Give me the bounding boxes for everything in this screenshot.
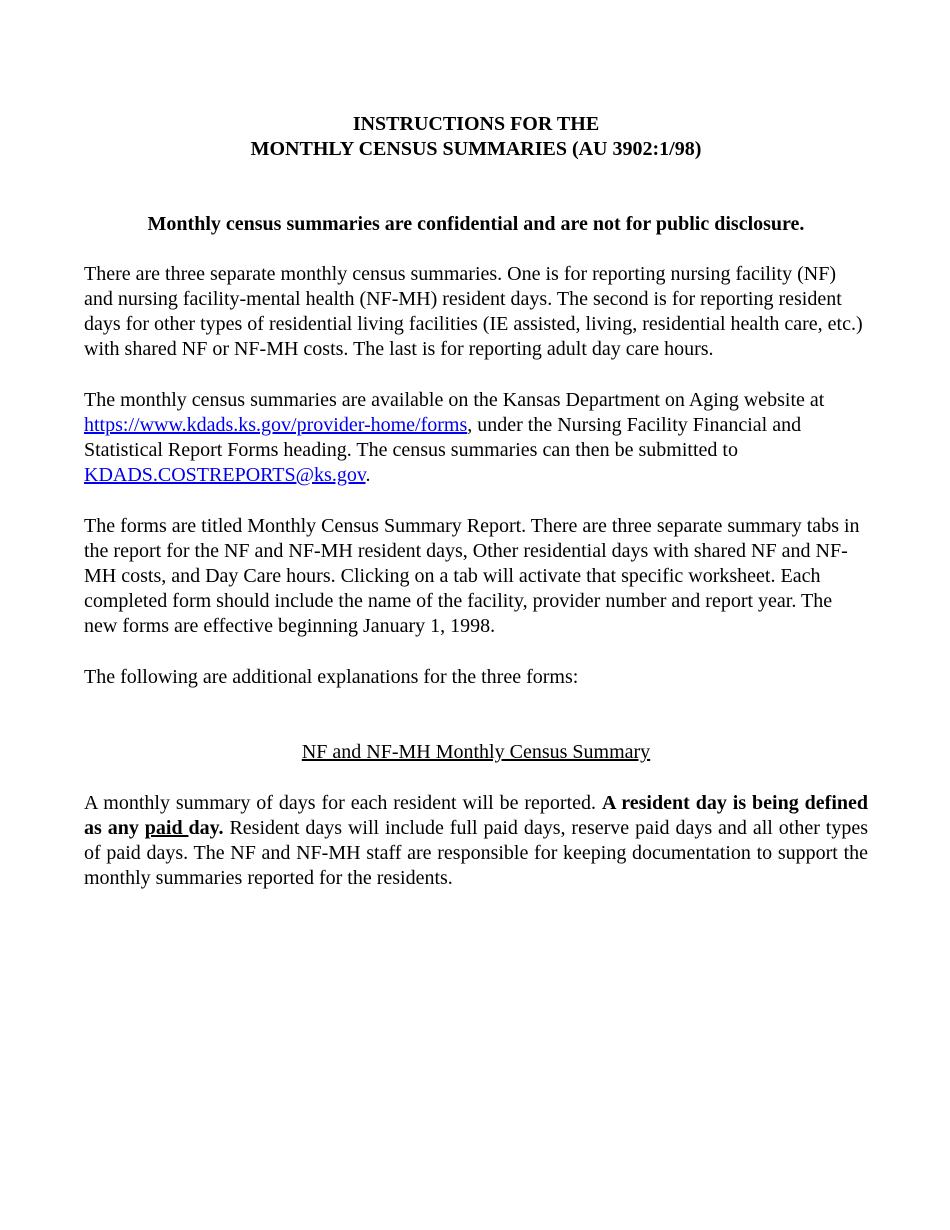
title-line-1: INSTRUCTIONS FOR THE bbox=[352, 113, 600, 135]
resident-day-text-end: Resident days will include full paid days, reserve paid days and all other types of paid days. The NF and NF-MH staff are responsible for keeping documentation to support the monthly summaries reported for the residents. bbox=[84, 817, 868, 889]
paragraph-overview: There are three separate monthly census summaries. One is for reporting nursing facility (NF) and nursing facility-mental health (NF-MH) resident days. The second is for reporting resident days for other types of residential living facilities (IE assisted, living, residential health care, etc.) with shared NF or NF-MH costs. The last is for reporting adult day care hours. bbox=[84, 263, 863, 360]
paragraph-resident-day bbox=[84, 791, 868, 891]
document-title bbox=[84, 112, 868, 162]
paragraph-forms: The forms are titled Monthly Census Summary Report. There are three separate summary tabs in the report for the NF and NF-MH resident days, Other residential days with shared NF and NF-MH costs, and Day Care hours. Clicking on a tab will activate that specific worksheet. Each completed form should include the name of the facility, provider number and report year. The new forms are effective beginning January 1, 1998. bbox=[84, 515, 860, 637]
document-page bbox=[84, 112, 868, 891]
availability-text-end: . bbox=[365, 464, 371, 486]
resident-day-definition-1: A resident day is being defined as any bbox=[84, 792, 868, 839]
title-line-2: MONTHLY CENSUS SUMMARIES (AU 3902:1/98) bbox=[250, 138, 702, 160]
paragraph-additional: The following are additional explanations for the three forms: bbox=[84, 666, 579, 688]
section-heading-nf-census: NF and NF-MH Monthly Census Summary bbox=[301, 741, 651, 763]
forms-website-link[interactable]: https://www.kdads.ks.gov/provider-home/forms bbox=[84, 414, 468, 436]
availability-text-2: , under the Nursing Facility Financial and Statistical Report Forms heading. The census summaries can then be submitted to bbox=[84, 414, 802, 461]
resident-day-definition-2: day. bbox=[188, 817, 224, 839]
paid-emphasis: paid bbox=[144, 817, 189, 839]
availability-text-1: The monthly census summaries are available on the Kansas Department on Aging website at bbox=[84, 389, 825, 411]
confidentiality-notice: Monthly census summaries are confidential and are not for public disclosure. bbox=[147, 213, 805, 235]
cost-reports-email-link[interactable]: KDADS.COSTREPORTS@ks.gov bbox=[84, 464, 366, 486]
paragraph-availability bbox=[84, 388, 868, 488]
resident-day-text-start: A monthly summary of days for each resident will be reported. bbox=[84, 792, 602, 814]
